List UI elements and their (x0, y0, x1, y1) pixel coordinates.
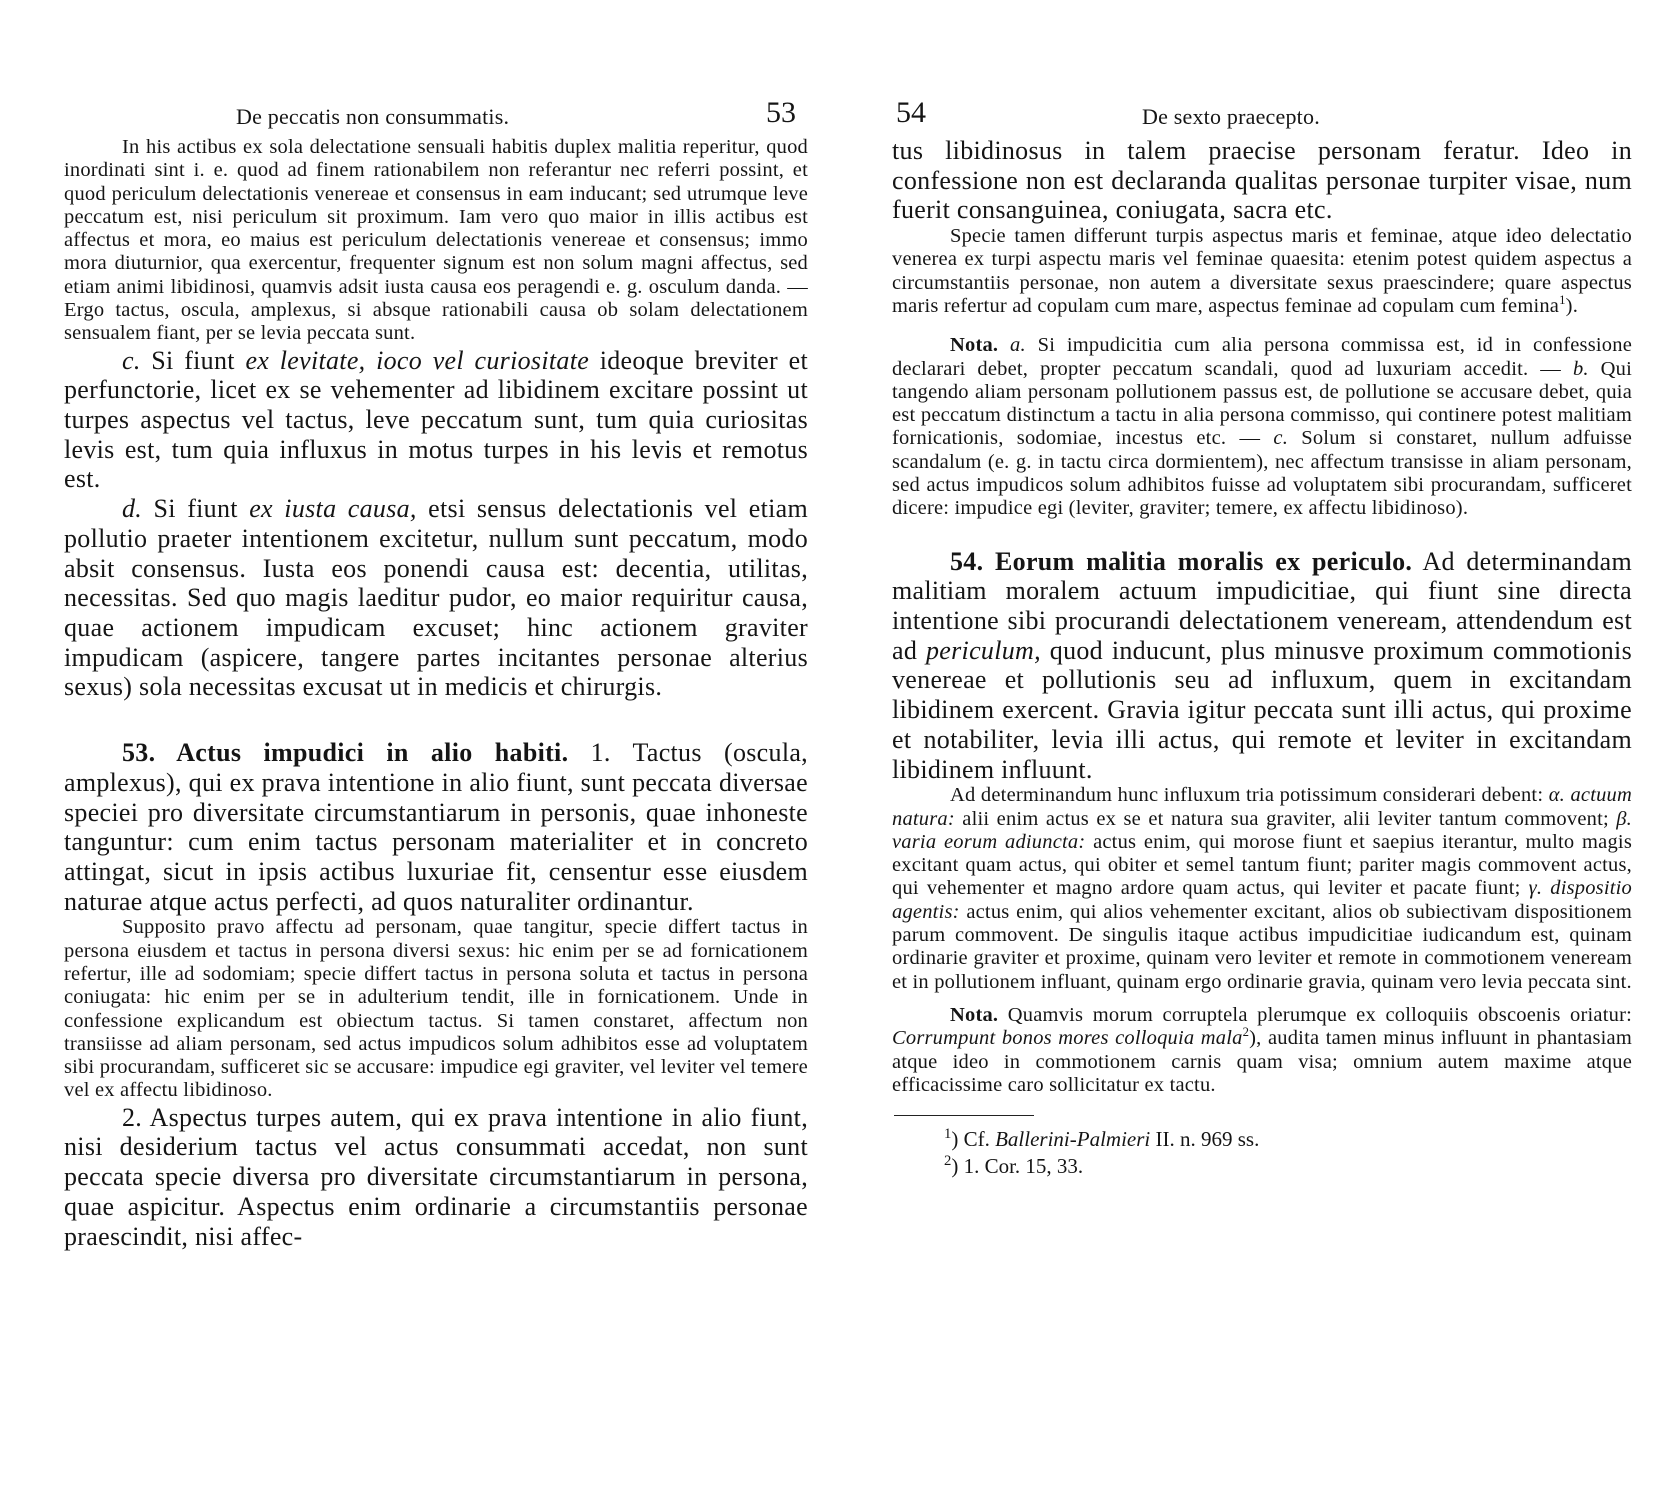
item-label: d. (122, 494, 143, 524)
page-number: 53 (766, 96, 796, 129)
text-run: Qui tangendo aliam personam pollutionem passus est, de pollutione se accusare debet, quia est peccatum distinctum a tactu in alia persona commisso, qui continere potest malitiam fornicationis, sodomiae, incestus etc. — (892, 357, 1632, 450)
text-run: alii enim actus ex se et natura sua graviter, alii leviter tantum commovent; (954, 807, 1617, 830)
italic-phrase: ex iusta causa, (249, 494, 417, 524)
paragraph-small: In his actibus ex sola delectatione sensuali habitis duplex malitia reperitur, quod inordinati sint i. e. quod ad finem rationabilem non referantur nec referri possint, et quod periculum delectationis venereae et consensus in eam inducant; sed utrumque leve peccatum est, nisi periculum sit proximum. Iam vero quo maior in illis actibus est affectus et mora, eo maius est periculum delectationis venereae et consensus; immo mora diuturnior, qua exercentur, frequenter signum est non solum magni affectus, sed etiam animi libidinosi, quamvis adsit iusta causa eos peragendi e. g. osculum danda. — Ergo tactus, oscula, amplexus, si absque rationabili causa ob solam delectationem sensualem fiant, per se levia peccata sunt. (64, 136, 808, 345)
text-run: ), audita tamen minus influunt in phantasiam atque ideo in commotionem carnis quam visa; omnium autem maxime atque efficacissime caro sollicitatur ex tactu. (892, 1027, 1632, 1096)
footnote-1 (892, 1126, 1632, 1153)
text-run: Si fiunt (142, 494, 250, 524)
section-heading: 54. Eorum malitia moralis ex periculo. (950, 546, 1413, 576)
italic-phrase: β. varia eorum adiuncta: (892, 807, 1632, 853)
italic-phrase: Corrumpunt bonos mores colloquia mala (892, 1027, 1243, 1050)
right-page-header (892, 96, 1632, 136)
italic-phrase: Ballerini-Palmieri (995, 1127, 1151, 1152)
text-run: 1. Tactus (oscula, amplexus), qui ex prava intentione in alio fiunt, sunt peccata diversae speciei pro diversitate circumstantiarum in personis, quae inhoneste tanguntur: cum enim tactus personam materialiter et in concreto attingat, sicut in ipsis actibus luxuriae fit, censentur esse eiusdem naturae atque actus perfecti, ad quos naturaliter ordinantur. (64, 738, 808, 916)
item-label: c. (1273, 427, 1289, 450)
section-53 (64, 738, 808, 916)
nota-paragraph (892, 334, 1632, 520)
footnote-divider (894, 1115, 1034, 1116)
footnote-number: 2 (944, 1153, 952, 1170)
text-run: Specie tamen differunt turpis aspectus maris et feminae, atque ideo delectatio venerea ex turpi aspectu maris vel feminae quaesita: etenim potest quidem aspectus a circumstantiis personae, non autem a diversitate sexus praescindere; quare aspectus maris refertur ad copulam cum mare, aspectus feminae ad copulam cum femina (892, 225, 1632, 317)
text-run: ideoque breviter et perfunctorie, licet ex se vehementer ad libidinem excitare possint ut turpes aspectus vel tactus, leve peccatum sunt, tum quia curiositas levis est, tum quia influxus in motus turpes in his levis et remotus est. (64, 345, 808, 494)
italic-phrase: α. actuum natura: (892, 784, 1632, 830)
text-run: Ad determinandam malitiam moralem actuum impudicitiae, qui fiunt sine directa intentione sibi procurandi delectationem veneream, attendendum est ad (892, 546, 1632, 665)
section-heading: 53. Actus impudici in alio habiti. (122, 738, 569, 768)
item-label: b. (1572, 357, 1589, 380)
left-page (64, 96, 808, 1251)
text-run: etsi sensus delectationis vel etiam pollutio praeter intentionem excitetur, nullum sunt peccatum, modo absit consensus. Iusta eos ponendi causa est: decentia, utilitas, necessitas. Sed quo magis laeditur pudor, eo maior requiritur causa, quae actionem impudicam excuset; hinc actionem graviter impudicam (aspicere, tangere partes incitantes personae alterius sexus) sola necessitas excusat ut in medicis et chirurgis. (64, 494, 808, 702)
text-run: Solum si constaret, nullum adfuisse scandalum (e. g. in tactu circa dormientem), nec affectum transisse in aliam personam, sed actus impudicos solum adhibitos fuisse ad voluptatem sibi procurandam, sufficeret dicere: impudice egi (leviter, graviter; temere, ex affectu libidinoso). (892, 427, 1632, 520)
paragraph-small: Supposito pravo affectu ad personam, quae tangitur, specie differt tactus in persona eiusdem et tactus in persona diversi sexus: hic enim per se ad fornicationem refertur, ille ad sodomiam; specie differt tactus in persona soluta et tactus in persona coniugata: hic enim per se in adulterium tendit, ille in fornicationem. Unde in confessione explicandum est obiectum tactus. Si tamen constaret, affectum non transiisse ad aliam personam, sed actus impudicos solum adhibitos esse ad voluptatem sibi procurandam, sufficeret sic se accusare: impudice egi graviter, vel leviter vel temere vel ex affectu libidinoso. (64, 916, 808, 1102)
footnote-ref: 1 (1559, 293, 1566, 308)
text-run: Ad determinandum hunc influxum tria potissimum considerari debent: (950, 784, 1549, 807)
nota-label: Nota. (950, 1003, 999, 1026)
right-page (892, 96, 1632, 1180)
page-number: 54 (896, 96, 926, 129)
footnote-2 (892, 1153, 1632, 1180)
text-run: actus enim, qui morose fiunt et saepius iterantur, multo magis excitant quam actus, qui obiter et semel tantum fiunt; pariter magis commovent actus, qui vehementer et magno ardore quam actus, qui leviter et pacate fiunt; (892, 830, 1632, 900)
left-page-header (64, 96, 808, 136)
paragraph-aspectus: 2. Aspectus turpes autem, qui ex prava intentione in alio fiunt, nisi desiderium tactus vel actus consummati accedat, non sunt peccata specie diversa pro diversitate circumstantiarum in persona, quae aspicitur. Aspectus enim ordinarie a circumstantiis personae praescindit, nisi affec- (64, 1102, 808, 1251)
text-run: quod inducunt, plus minusve proximum commotionis venereae et pollutionis seu ad influxum, quem in excitandam libidinem exercent. Gravia igitur peccata sunt illi actus, qui proxime et notabiliter, levia illi actus, qui remote et leviter in excitandam libidinem influunt. (892, 635, 1632, 784)
text-run: ). (1565, 295, 1579, 317)
paragraph-c (64, 346, 808, 495)
text-run: ) 1. Cor. 15, 33. (951, 1154, 1084, 1179)
nota-paragraph (892, 1004, 1632, 1097)
paragraph-small (892, 225, 1632, 318)
text-run: Si impudicitia cum alia persona commissa est, id in confessione declarari debet, propter peccatum scandali, quod ad luxuriam accedit. — (892, 334, 1632, 380)
running-title: De sexto praecepto. (1142, 104, 1320, 129)
text-run: ) Cf. (951, 1127, 996, 1152)
text-run: II. n. 969 ss. (1150, 1127, 1260, 1152)
item-label: c. (122, 345, 141, 375)
footnote-number: 1 (944, 1126, 952, 1143)
italic-phrase: ex levitate, ioco vel curiositate (245, 345, 590, 375)
item-label: a. (1010, 334, 1026, 357)
italic-phrase: periculum, (926, 635, 1041, 665)
text-run: actus enim, qui alios vehementer excitant, alios ob subiectivam dispositionem parum commovent. De singulis itaque actibus impudicitiae iudicandum est, quinam ordinarie graviter et proxime, quinam vero leviter et remote in commotionem veneream et in pollutionem influant, quinam ergo ordinarie gravia, quinam vero levia peccata sint. (892, 900, 1632, 993)
text-run: Quamvis morum corruptela plerumque ex colloquiis obscoenis oriatur: (998, 1003, 1632, 1026)
text-run: Si fiunt (140, 345, 246, 375)
paragraph-small (892, 784, 1632, 994)
paragraph-continued: tus libidinosus in talem praecise personam feratur. Ideo in confessione non est declaranda qualitas personae turpiter visae, num fuerit consanguinea, coniugata, sacra etc. (892, 136, 1632, 225)
running-title: De peccatis non consummatis. (236, 104, 510, 129)
section-54 (892, 547, 1632, 785)
paragraph-d (64, 494, 808, 702)
footnote-ref: 2 (1242, 1025, 1250, 1040)
nota-label: Nota. (950, 334, 999, 357)
italic-phrase: γ. dispositio agentis: (892, 877, 1632, 923)
